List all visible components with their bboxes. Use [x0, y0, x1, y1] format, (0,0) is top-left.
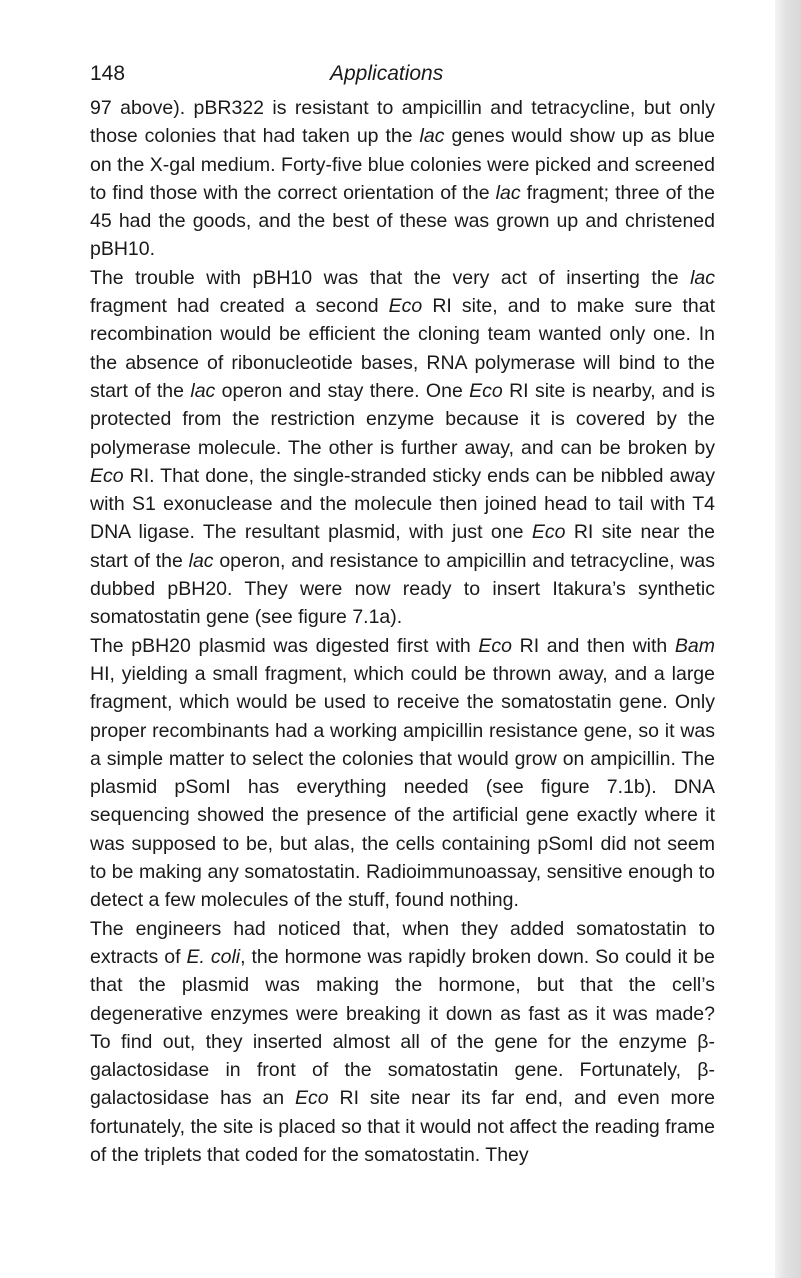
text-run: RI site is nearby, and is protected from the restriction enzyme because it is covered by the polymerase molecule. The other is further away, and can be broken by	[90, 379, 715, 459]
italic-term: lac	[495, 181, 521, 204]
text-run: fragment had created a second	[90, 295, 389, 318]
italic-term: lac	[190, 379, 216, 402]
text-run: RI site near its far end, and even more fortunately, the site is placed so that it would not affect the reading frame of the triplets that coded for the somatostatin. They	[90, 1087, 715, 1166]
page-edge-shadow	[775, 0, 801, 1278]
italic-term: Eco	[388, 295, 423, 318]
text-run: The trouble with pBH10 was that the very act of inserting the	[90, 266, 691, 289]
text-run: fragment; three of the 45 had the goods, and the best of these was grown up and christened pBH10.	[90, 181, 715, 261]
paragraph-4	[90, 915, 715, 1170]
italic-term: lac	[188, 549, 214, 572]
page-header	[90, 58, 710, 90]
italic-term: lac	[419, 125, 445, 148]
text-run: 97 above). pBR322 is resistant to ampicillin and tetracycline, but only those colonies that had taken up the	[90, 97, 715, 148]
text-run: operon, and resistance to ampicillin and tetracycline, was dubbed pBH20. They were now ready to insert Itakura’s synthetic somatostatin gene (see figure 7.1a).	[90, 549, 715, 629]
text-run: , the hormone was rapidly broken down. So could it be that the plasmid was making the hormone, but that the cell’s degenerative enzymes were breaking it down as fast as it was made? To find out, they inserted almost all of the gene for the enzyme β-galactosidase in front of the somatostatin gene. Fortunately, β-galactosidase has an	[90, 945, 715, 1110]
running-head: Applications	[330, 62, 444, 85]
text-run: RI site, and to make sure that recombination would be efficient the cloning team wanted only one. In the absence of ribonucleotide bases, RNA polymerase will bind to the start of the	[90, 295, 715, 402]
text-run: genes would show up as blue on the X-gal medium. Forty-five blue colonies were picked and screened to find those with the correct orientation of the	[90, 125, 716, 204]
text-run: operon and stay there. One	[215, 379, 470, 402]
italic-term: Eco	[469, 379, 503, 402]
text-run: The engineers had noticed that, when they added somatostatin to extracts of	[90, 917, 715, 968]
text-run: HI, yielding a small fragment, which could be thrown away, and a large fragment, which would be used to receive the somatostatin gene. Only proper recombinants had a working ampicillin resistance gene, so it was a simple matter to select the colonies that would grow on ampicillin. The plasmid pSomI has everything needed (see figure 7.1b). DNA sequencing showed the presence of the artificial gene exactly where it was supposed to be, but alas, the cells containing pSomI did not seem to be making any somatostatin. Radioimmunoassay, sensitive enough to detect a few molecules of the stuff, found nothing.	[90, 662, 715, 912]
italic-term: E. coli	[186, 945, 241, 968]
italic-term: Eco	[295, 1087, 329, 1110]
body-text	[90, 94, 715, 1169]
italic-term: Bam	[674, 634, 715, 657]
text-run: RI site near the start of the	[90, 521, 715, 572]
page-number: 148	[90, 62, 126, 85]
italic-term: Eco	[531, 521, 566, 544]
italic-term: Eco	[478, 634, 513, 657]
text-run: RI and then with	[512, 634, 675, 657]
italic-term: Eco	[90, 464, 124, 487]
paragraph-2	[90, 264, 715, 632]
paragraph-3	[90, 632, 715, 915]
italic-term: lac	[690, 266, 715, 289]
text-run: RI. That done, the single-stranded sticky ends can be nibbled away with S1 exonuclease and the molecule then joined head to tail with T4 DNA ligase. The resultant plasmid, with just one	[90, 464, 715, 544]
text-run: The pBH20 plasmid was digested first with	[90, 634, 479, 657]
paragraph-1	[90, 94, 715, 264]
